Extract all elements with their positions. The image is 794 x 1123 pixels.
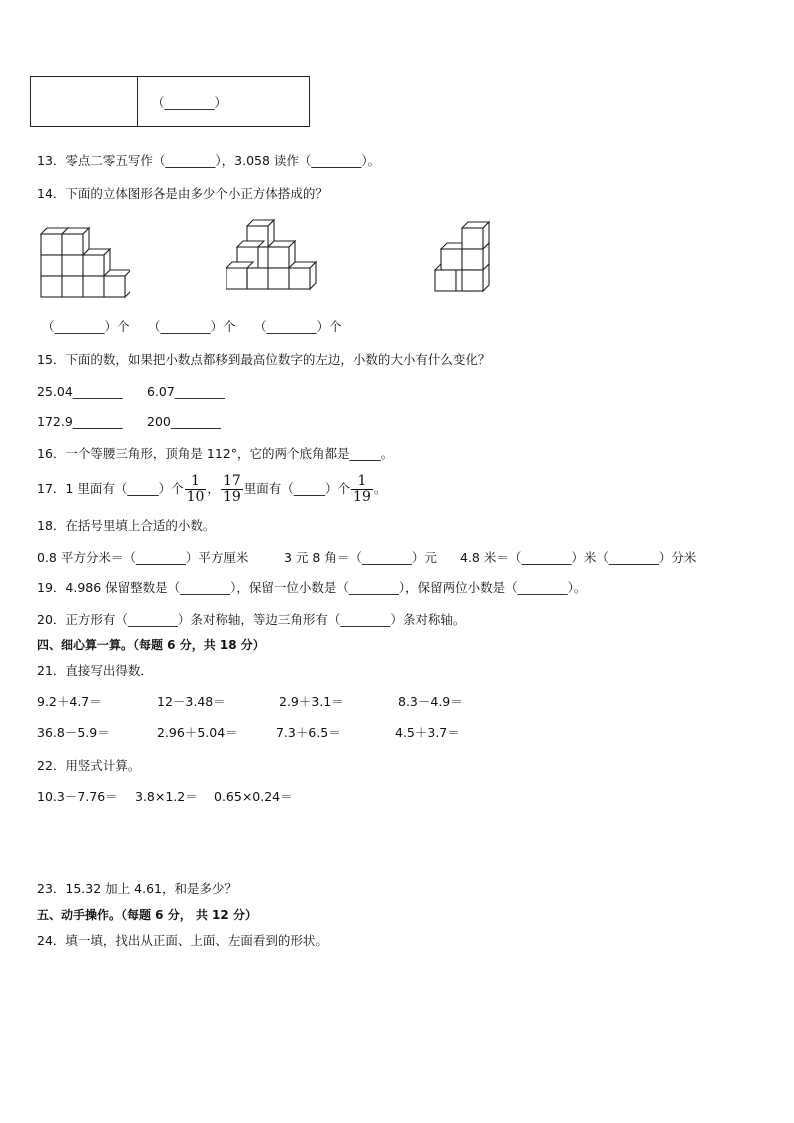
table-cell-blank[interactable] [138,77,310,127]
q21-expr: 9.2＋4.7＝ [37,694,102,709]
q21-expr: 4.5＋3.7＝ [395,725,460,740]
fraction-1-10: $\frac{1}{10}$ [186,473,205,505]
q21-expr: 2.96＋5.04＝ [157,725,238,740]
q15-item-1[interactable]: 25.04________ [37,384,123,399]
question-23: 23．15.32 加上 4.61，和是多少？ [37,881,237,896]
question-17: 17．1 里面有（_____）个 $\frac{1}{10}$ ， $\frac{17}{19}$ 里面有（_____）个 $\frac{1}{19}$ 。 [37,473,387,505]
section-5-heading: 五、动手操作。（每题 6 分， 共 12 分） [37,908,257,922]
question-14-stem: 14．下面的立体图形各是由多少个小正方体搭成的？ [37,186,328,201]
question-18-stem: 18．在括号里填上合适的小数。 [37,518,216,533]
q21-expr: 12－3.48＝ [157,694,226,709]
q21-expr: 7.3＋6.5＝ [276,725,341,740]
q21-expr: 8.3－4.9＝ [398,694,463,709]
q14-answer-2[interactable]: （________）个 [148,319,236,334]
question-16: 16．一个等腰三角形，顶角是 112°，它的两个底角都是_____。 [37,446,394,461]
section-4-heading: 四、细心算一算。（每题 6 分，共 18 分） [37,638,265,652]
q21-expr: 2.9＋3.1＝ [279,694,344,709]
q22-expr: 0.65×0.24＝ [214,789,293,804]
question-24: 24．填一填，找出从正面、上面、左面看到的形状。 [37,933,328,948]
fraction-1-19: $\frac{1}{19}$ [353,473,371,505]
q21-expr: 36.8－5.9＝ [37,725,110,740]
q17-middle: 里面有（_____）个 [243,481,351,496]
q17-prefix: 17．1 里面有（_____）个 [37,481,184,496]
question-21-stem: 21．直接写出得数． [37,663,153,678]
q14-answer-1[interactable]: （________）个 [42,319,130,334]
q18-item-1[interactable]: 0.8 平方分米＝（________）平方厘米 [37,550,249,565]
cube-figure-1 [38,218,130,306]
question-20: 20．正方形有（________）条对称轴，等边三角形有（________）条对称轴。 [37,612,466,627]
table-blank: （________） [152,94,228,110]
cube-figure-2 [226,218,326,306]
q22-expr: 10.3－7.76＝ [37,789,118,804]
table-cell-empty [31,77,138,127]
answer-table [30,76,310,127]
q18-item-3[interactable]: 4.8 米＝（________）米（________）分米 [460,550,697,565]
question-22-stem: 22．用竖式计算。 [37,758,141,773]
q15-item-4[interactable]: 200________ [147,414,221,429]
question-19: 19．4.986 保留整数是（________），保留一位小数是（________），保留两位小数是（________）。 [37,580,587,595]
q15-item-2[interactable]: 6.07________ [147,384,225,399]
fraction-17-19: $\frac{17}{19}$ [222,473,241,505]
q18-item-2[interactable]: 3 元 8 角＝（________）元 [284,550,437,565]
q22-expr: 3.8×1.2＝ [135,789,198,804]
q14-answer-3[interactable]: （________）个 [254,319,342,334]
q15-item-3[interactable]: 172.9________ [37,414,123,429]
cube-figure-3 [432,218,502,306]
question-13: 13．零点二零五写作（________），3.058 读作（________）。 [37,153,381,168]
question-15-stem: 15．下面的数，如果把小数点都移到最高位数字的左边，小数的大小有什么变化？ [37,352,491,367]
